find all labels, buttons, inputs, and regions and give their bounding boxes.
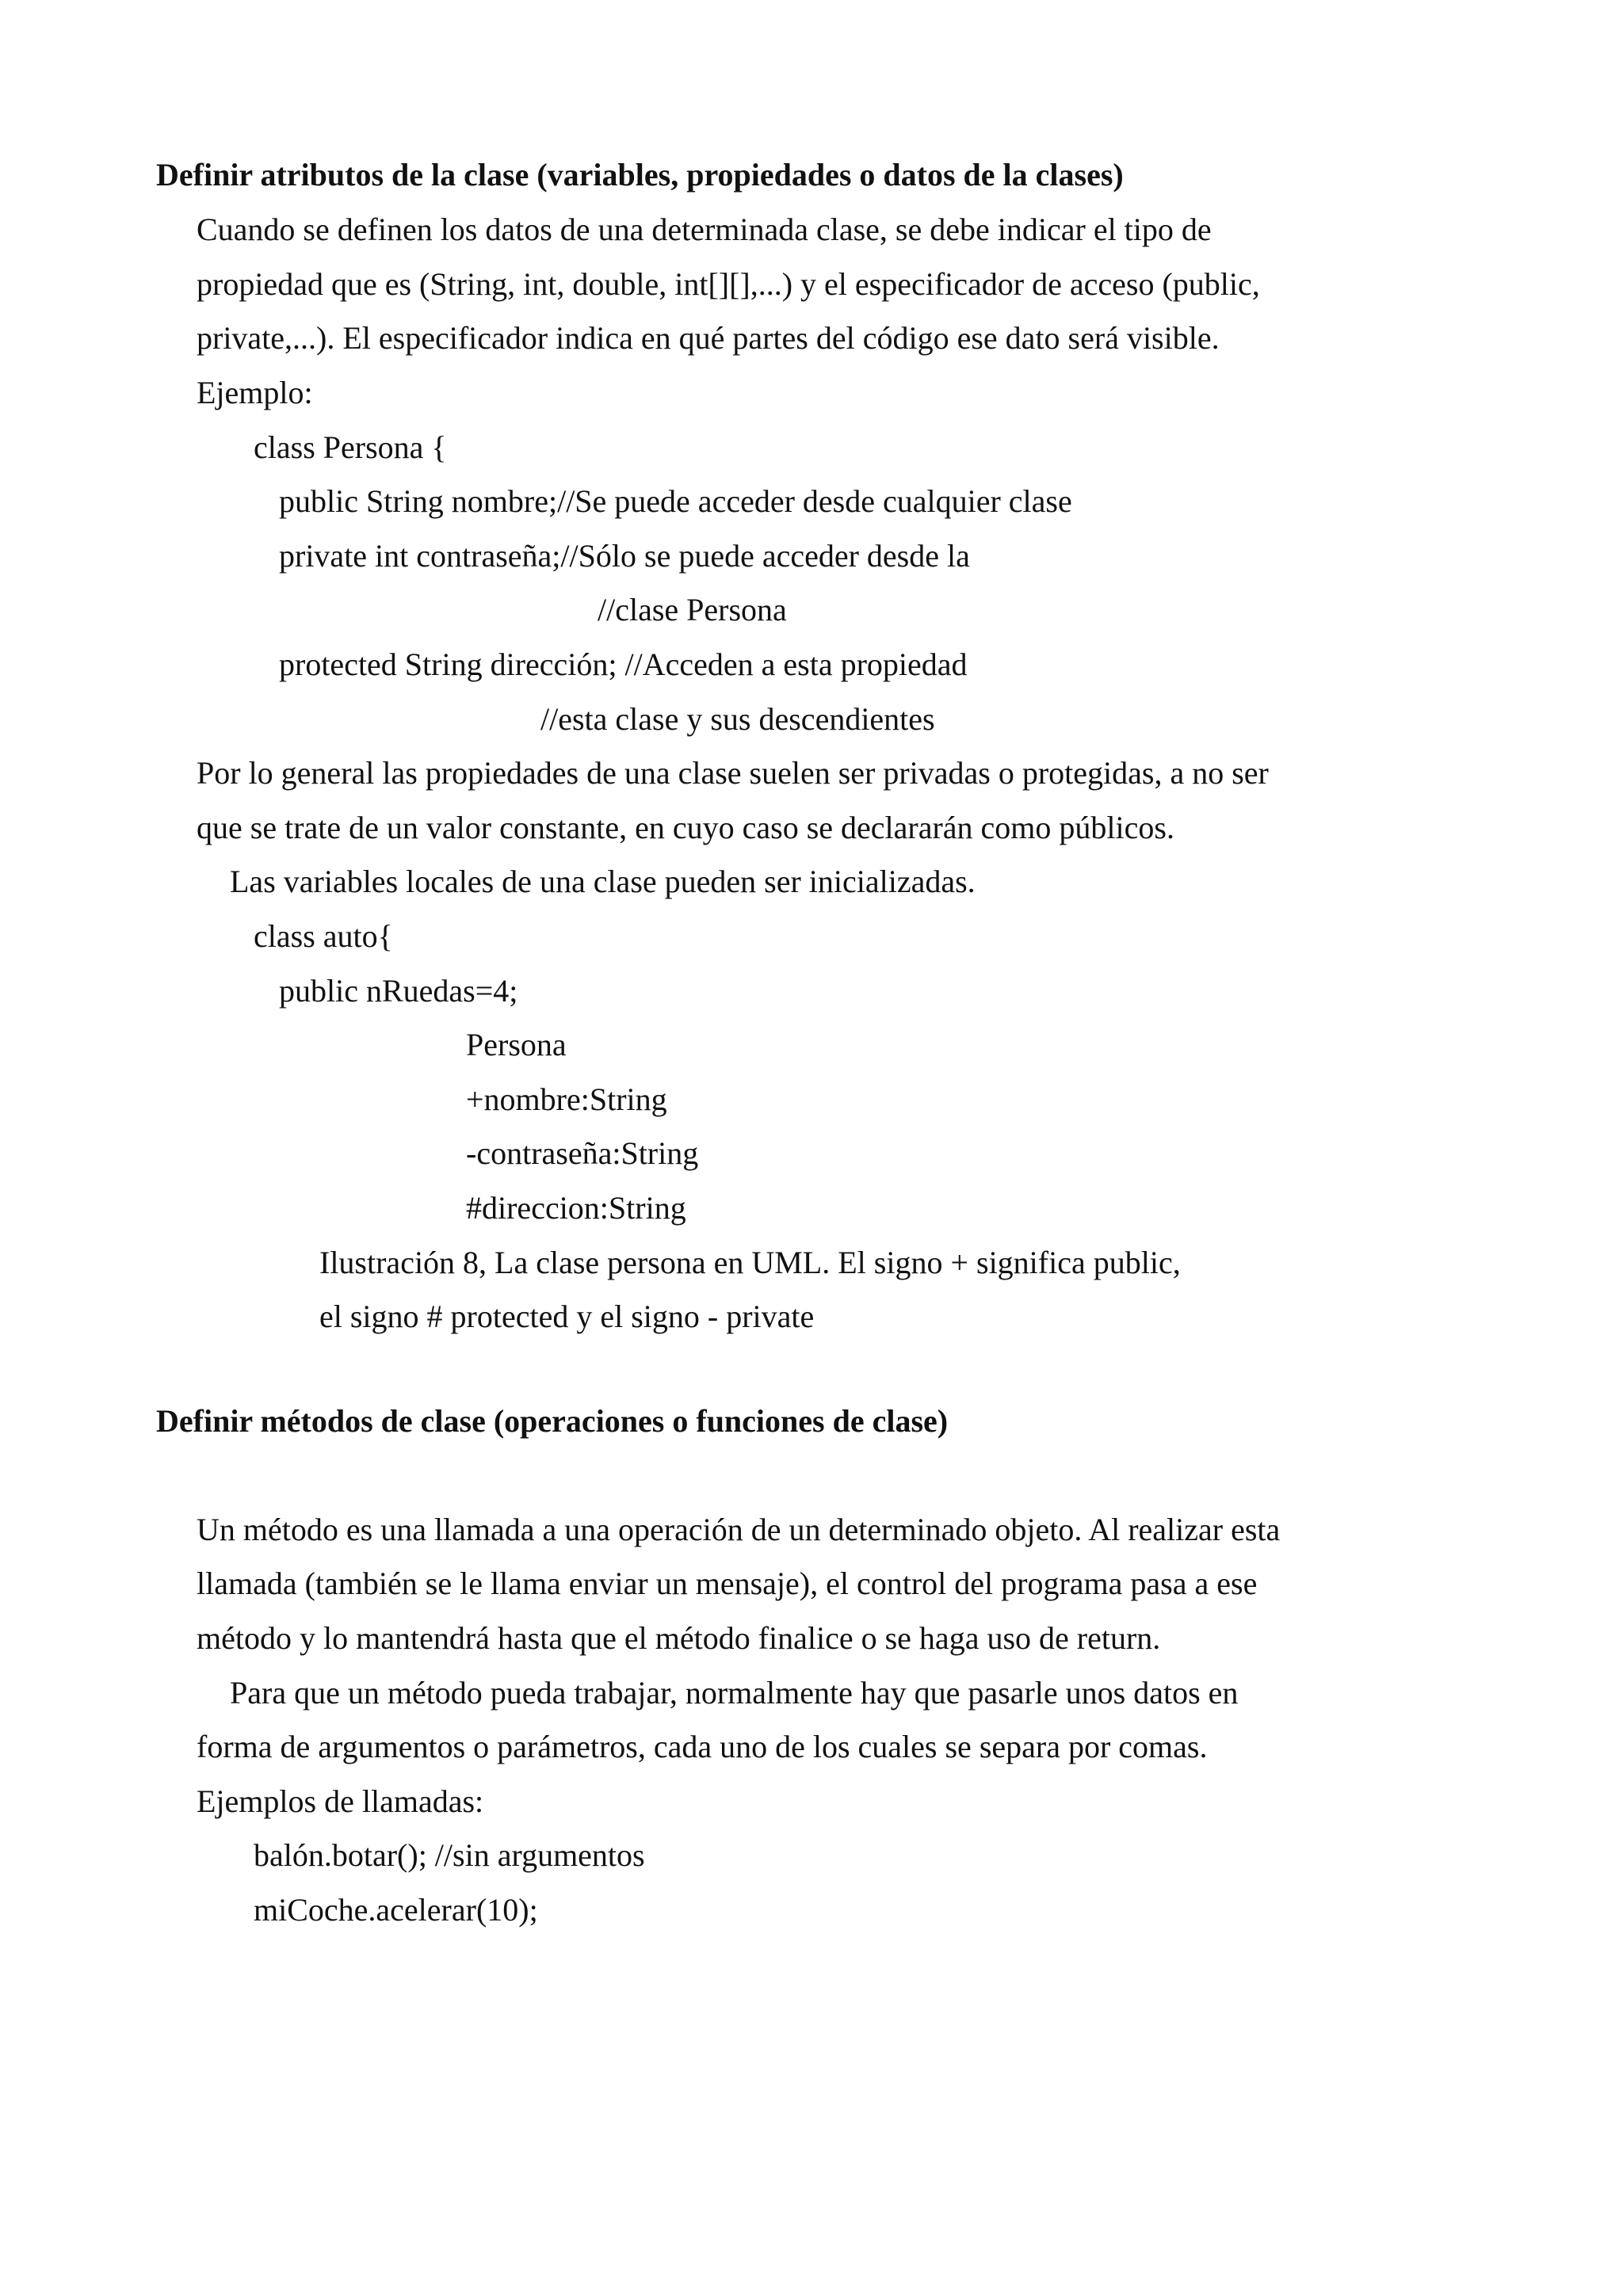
uml-attribute: -contraseña:String (466, 1135, 699, 1171)
section-heading-attributes: Definir atributos de la clase (variables, propiedades o datos de la clases) (156, 157, 1124, 193)
code-line: class Persona { (254, 429, 447, 465)
uml-attribute: #direccion:String (466, 1190, 686, 1226)
paragraph-line: private,...). El especificador indica en qué partes del código ese dato será visible. (197, 320, 1220, 356)
code-comment-line: //clase Persona (598, 592, 787, 627)
uml-attribute: +nombre:String (466, 1081, 667, 1117)
paragraph-line: método y lo mantendrá hasta que el método finalice o se haga uso de return. (197, 1620, 1161, 1656)
paragraph-line: Por lo general las propiedades de una clase suelen ser privadas o protegidas, a no ser (197, 755, 1269, 791)
paragraph-line: Un método es una llamada a una operación de un determinado objeto. Al realizar esta (197, 1512, 1281, 1547)
code-line: balón.botar(); //sin argumentos (254, 1837, 645, 1873)
paragraph-line: propiedad que es (String, int, double, int[][],...) y el especificador de acceso (public, (197, 266, 1260, 302)
paragraph-line: llamada (también se le llama enviar un mensaje), el control del programa pasa a ese (197, 1566, 1258, 1601)
paragraph-line: Las variables locales de una clase pueden ser inicializadas. (230, 864, 976, 899)
code-line: public String nombre;//Se puede acceder desde cualquier clase (279, 483, 1072, 519)
figure-caption-line: el signo # protected y el signo - private (319, 1299, 815, 1334)
code-line: miCoche.acelerar(10); (254, 1892, 538, 1928)
paragraph-line: que se trate de un valor constante, en cuyo caso se declararán como públicos. (197, 810, 1174, 845)
paragraph-line: Cuando se definen los datos de una determinada clase, se debe indicar el tipo de (197, 212, 1212, 247)
code-line: class auto{ (254, 918, 393, 954)
code-comment-line: //esta clase y sus descendientes (540, 701, 935, 737)
paragraph-line: forma de argumentos o parámetros, cada uno de los cuales se separa por comas. (197, 1729, 1208, 1764)
code-line: protected String dirección; //Acceden a esta propiedad (279, 646, 968, 682)
paragraph-line: Para que un método pueda trabajar, normalmente hay que pasarle unos datos en (230, 1675, 1239, 1711)
code-line: public nRuedas=4; (279, 973, 518, 1009)
paragraph-line: Ejemplo: (197, 375, 313, 410)
paragraph-line: Ejemplos de llamadas: (197, 1783, 484, 1819)
uml-class-name: Persona (466, 1027, 567, 1062)
section-heading-methods: Definir métodos de clase (operaciones o funciones de clase) (156, 1403, 949, 1439)
code-line: private int contraseña;//Sólo se puede acceder desde la (279, 538, 970, 574)
figure-caption-line: Ilustración 8, La clase persona en UML. El signo + significa public, (319, 1245, 1181, 1280)
